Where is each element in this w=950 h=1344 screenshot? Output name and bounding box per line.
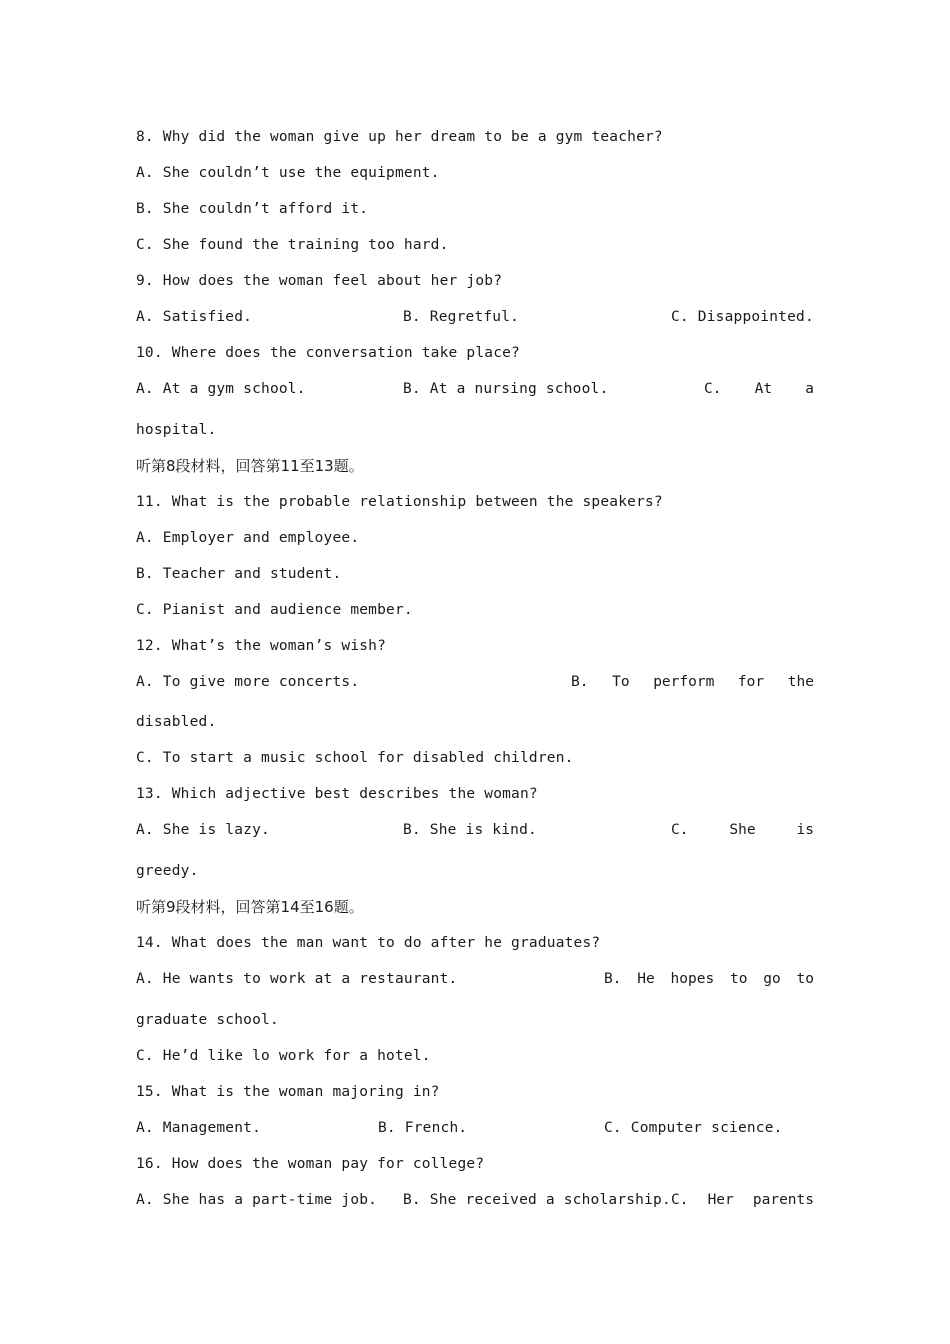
question-10: 10. Where does the conversation take place? [136,345,520,361]
question-12-option-b-continued: disabled. [136,714,217,730]
option-b-word: go [763,971,781,987]
option-b-word: perform [653,674,715,690]
question-12-option-a: A. To give more concerts. [136,674,360,690]
question-12-option-b [571,672,814,692]
option-b-word: for [737,674,765,690]
question-9-option-a: A. Satisfied. [136,309,253,325]
option-c-word: Her [707,1192,734,1208]
question-13-option-c-continued: greedy. [136,863,199,879]
question-11-option-c: C. Pianist and audience member. [136,602,413,618]
question-16-option-c [671,1190,814,1210]
question-11-option-a: A. Employer and employee. [136,530,360,546]
question-14-option-b-continued: graduate school. [136,1012,279,1028]
option-b-word: to [729,971,748,987]
question-16-option-b: B. She received a scholarship. [403,1192,671,1208]
question-10-option-c [704,379,814,399]
question-8: 8. Why did the woman give up her dream to be a gym teacher? [136,129,663,145]
question-13-option-a: A. She is lazy. [136,822,270,838]
option-c-word: a [805,381,814,397]
question-16: 16. How does the woman pay for college? [136,1156,485,1172]
question-14: 14. What does the man want to do after he graduates? [136,935,601,951]
option-b-word: To [612,674,630,690]
question-15-option-b: B. French. [378,1120,468,1136]
question-13-option-b: B. She is kind. [403,822,537,838]
question-10-option-b: B. At a nursing school. [403,381,609,397]
option-b-word: hopes [670,971,715,987]
option-c-word: C. [671,822,689,838]
question-9-option-c: C. Disappointed. [671,309,814,325]
option-c-word: At [754,381,773,397]
section-9-instruction: 听第9段材料，回答第14至16题。 [136,898,364,916]
option-b-word: He [637,971,655,987]
question-9-option-b: B. Regretful. [403,309,520,325]
option-b-word: B. [571,674,589,690]
option-c-word: parents [752,1192,814,1208]
question-12-option-c: C. To start a music school for disabled children. [136,750,574,766]
option-c-word: She [729,822,756,838]
question-9: 9. How does the woman feel about her job? [136,273,503,289]
question-11-option-b: B. Teacher and student. [136,566,342,582]
question-16-option-a: A. She has a part-time job. [136,1192,378,1208]
question-15: 15. What is the woman majoring in? [136,1084,440,1100]
option-c-word: C. [671,1192,689,1208]
option-c-word: is [796,822,814,838]
question-8-option-b: B. She couldn’t afford it. [136,201,369,217]
option-b-word: B. [604,971,622,987]
question-13: 13. Which adjective best describes the woman? [136,786,538,802]
option-b-word: the [787,674,814,690]
question-10-option-a: A. At a gym school. [136,381,306,397]
question-13-option-c [671,820,814,840]
option-c-word: C. [704,381,722,397]
question-8-option-c: C. She found the training too hard. [136,237,449,253]
question-11: 11. What is the probable relationship between the speakers? [136,494,663,510]
question-14-option-a: A. He wants to work at a restaurant. [136,971,458,987]
question-15-option-c: C. Computer science. [604,1120,783,1136]
section-8-instruction: 听第8段材料，回答第11至13题。 [136,457,364,475]
question-10-option-c-continued: hospital. [136,422,217,438]
question-15-option-a: A. Management. [136,1120,262,1136]
question-14-option-c: C. He’d like lo work for a hotel. [136,1048,431,1064]
question-8-option-a: A. She couldn’t use the equipment. [136,165,440,181]
option-b-word: to [796,971,814,987]
question-14-option-b [604,969,814,989]
question-12: 12. What’s the woman’s wish? [136,638,387,654]
